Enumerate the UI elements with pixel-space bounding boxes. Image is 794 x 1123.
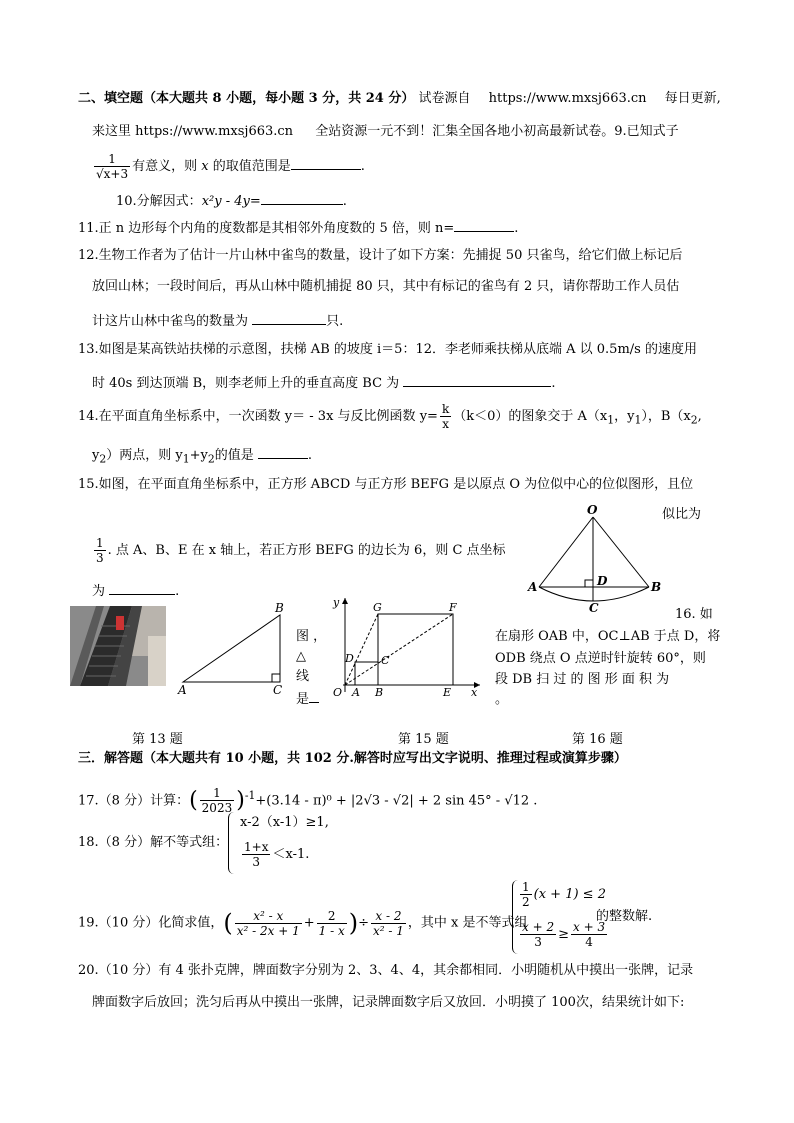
q10-blank[interactable]: [261, 190, 343, 205]
q15-line3: 为 .: [92, 580, 179, 601]
svg-text:E: E: [443, 686, 452, 699]
q11-line: 11.正 n 边形每个内角的度数都是其相邻外角度数的 5 倍，则 n= .: [78, 217, 518, 238]
escalator-photo: [70, 606, 166, 686]
q17-line: 17.（8 分）计算：( $\frac{1}{2023}$ )$^{-1}$+(3.14 - π)⁰ + |2√3 - √2| + 2 sin 45° - √12 .: [78, 786, 538, 816]
section3-title: 三．解答题（本大题共有 10 小题，共 102 分.解答时应写出文字说明、推理过程或演算步骤）: [78, 751, 627, 766]
frag-3: 线: [296, 669, 310, 684]
q15-line1: 15.如图，在平面直角坐标系中，正方形 ABCD 与正方形 BEFG 是以原点 O 为位似中心的位似图形，且位: [78, 477, 694, 492]
q13-line2: 时 40s 到达顶端 B，则李老师上升的垂直高度 BC 为 .: [92, 372, 555, 393]
svg-text:F: F: [449, 601, 457, 614]
q19-cond1: $\frac{1}{2}$ (x + 1) ≤ 2: [522, 880, 606, 909]
q13-figure: [175, 600, 295, 696]
q13-label-A: A: [178, 683, 187, 696]
q16-number: 16. 如: [675, 607, 713, 622]
q19-line: 19.（10 分）化简求值，( $\frac{\text{x² - x}}{\text{x² - 2x + 1}}$ + $\frac{2}{1 - x}$ )÷ $\frac{x - 2}{\text{x² - 1}}$ ，其中 x 是不等式组: [78, 908, 528, 938]
q12-line2: 放回山林；一段时间后，再从山林中随机捕捉 80 只，其中有标记的雀鸟有 2 只，请你帮助工作人员估: [92, 279, 680, 294]
q18-label: 18.（8 分）解不等式组：: [78, 835, 229, 850]
frag-2: △: [296, 649, 306, 664]
q20-line1: 20.（10 分）有 4 张扑克牌，牌面数字分别为 2、3、4、4，其余都相同．小明随机从中摸出一张牌，记录: [78, 963, 694, 978]
q19-cond2: $\frac{x + 2}{3}$ ≥ $\frac{x + 3}{4}$: [522, 920, 606, 949]
q14-line2: $y_2$）两点，则 $y_1+y_2$的值是 .: [92, 444, 312, 469]
q9-blank[interactable]: [291, 155, 361, 170]
promo-line: [92, 123, 679, 141]
caption-16: 第 16 题: [572, 732, 623, 747]
q14-line1: 14.在平面直角坐标系中，一次函数 y＝ - 3x 与反比例函数 y= $\frac{k}{x}$ （k＜0）的图象交于 $A(x_1$，$y_1$），$B(x_2$,: [78, 402, 702, 431]
source-text: 试卷源自: [418, 91, 471, 106]
svg-text:O: O: [333, 686, 343, 699]
q16-line3: ODB 绕点 O 点逆时针旋转 60°，则: [495, 651, 706, 666]
q12-line1: 12.生物工作者为了估计一片山林中雀鸟的数量，设计了如下方案：先捕捉 50 只雀鸟，给它们做上标记后: [78, 248, 683, 263]
q9-line: $\frac{1}{√x+3}$ 有意义，则 x 的取值范围是 .: [96, 152, 365, 181]
frag-1: 图 ，: [296, 629, 327, 644]
q15-line2: $\frac{1}{3}$ . 点 A、B、E 在 x 轴上，若正方形 BEFG 的边长为 6，则 C 点坐标: [96, 536, 506, 565]
q9-prefix: 9.已知式子: [614, 124, 679, 139]
q10-line: 10.分解因式：x²y - 4y= .: [116, 190, 347, 211]
frag-4: 是: [296, 688, 319, 709]
q20-line2: 牌面数字后放回；洗匀后再从中摸出一张牌，记录牌面数字后又放回．小明摸了 100次，结果统计如下:: [92, 995, 685, 1010]
q11-blank[interactable]: [454, 217, 514, 232]
daily-update-text: 每日更新,: [664, 91, 721, 106]
q15-figure: [325, 592, 485, 700]
svg-text:x: x: [471, 686, 478, 699]
q18-ineq2: $\frac{1+x}{3}$ ＜x-1.: [244, 840, 310, 869]
q15-blank[interactable]: [109, 580, 175, 595]
come-text: 来这里: [92, 124, 132, 139]
caption-15: 第 15 题: [398, 732, 449, 747]
q19-tail: 的整数解.: [596, 909, 653, 924]
svg-text:G: G: [373, 601, 382, 614]
caption-13: 第 13 题: [132, 732, 183, 747]
svg-text:A: A: [352, 686, 360, 699]
svg-text:D: D: [345, 652, 354, 665]
q18-ineq1: x-2（x-1）≥1,: [240, 815, 329, 830]
promo-text: 全站资源一元不到！汇集全国各地小初高最新试卷。: [315, 124, 615, 139]
q14-blank[interactable]: [258, 444, 308, 459]
svg-text:y: y: [333, 596, 340, 609]
svg-text:C: C: [589, 601, 599, 615]
q16-line5: 。: [495, 692, 509, 707]
svg-text:D: D: [597, 574, 608, 588]
q13-line1: 13.如图是某高铁站扶梯的示意图，扶梯 AB 的坡度 i＝5：12．李老师乘扶梯从底端 A 以 0.5m/s 的速度用: [78, 342, 697, 357]
q13-label-C: C: [273, 683, 283, 696]
q9-fraction: $\frac{1}{√x+3}$: [96, 152, 129, 181]
svg-text:A: A: [528, 580, 538, 594]
q13-blank[interactable]: [403, 372, 551, 387]
section2-title: 二、填空题（本大题共 8 小题，每小题 3 分，共 24 分）: [78, 91, 415, 106]
q12-blank[interactable]: [252, 310, 326, 325]
svg-text:C: C: [381, 654, 390, 667]
q18-brace: [228, 812, 235, 874]
svg-text:O: O: [587, 505, 598, 517]
section2-header: [78, 90, 721, 108]
q15-ratio: 似比为: [662, 507, 702, 522]
svg-text:B: B: [651, 580, 662, 594]
q16-figure: [525, 505, 665, 615]
promo-url[interactable]: https://www.mxsj663.cn: [135, 124, 294, 139]
svg-text:B: B: [375, 686, 384, 699]
source-url[interactable]: https://www.mxsj663.cn: [488, 91, 647, 106]
q12-line3: 计这片山林中雀鸟的数量为 只.: [92, 310, 343, 331]
q13-label-B: B: [275, 601, 284, 615]
q16-line2: 在扇形 OAB 中，OC⊥AB 于点 D，将: [495, 629, 721, 644]
q16-line4: 段 DB 扫 过 的 图 形 面 积 为: [495, 672, 670, 687]
